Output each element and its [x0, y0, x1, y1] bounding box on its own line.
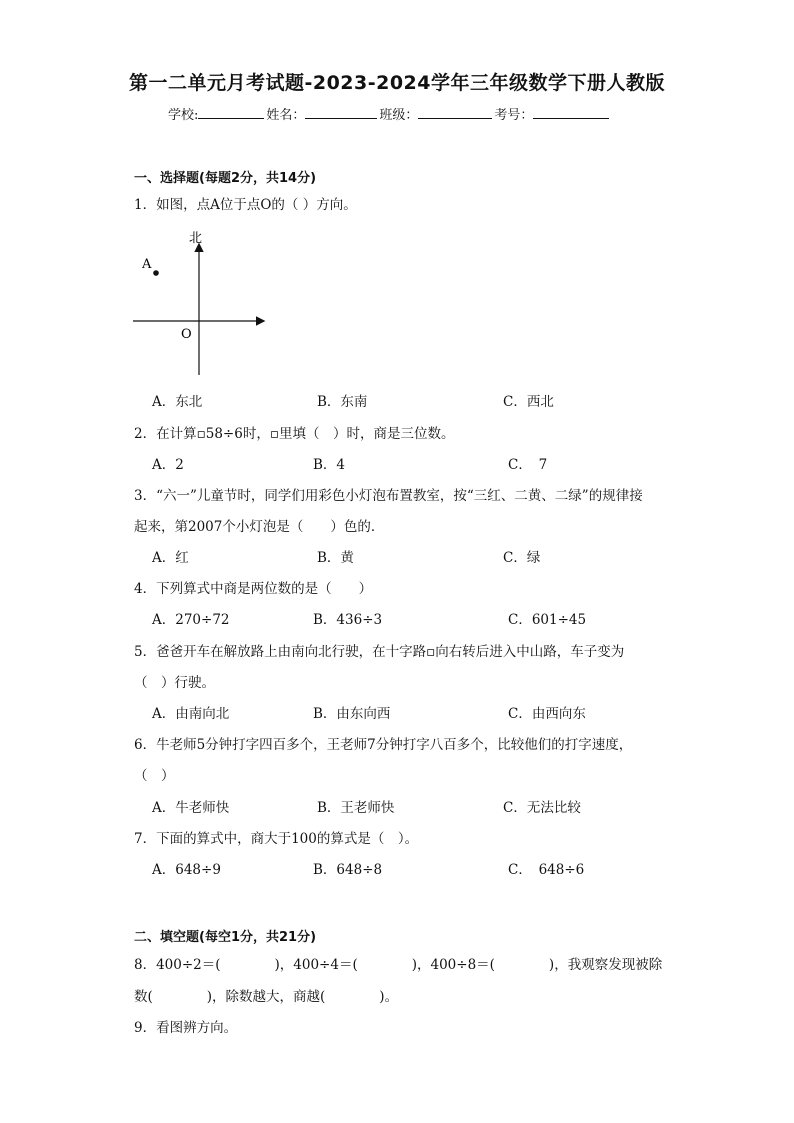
q1-option-a[interactable]: A．东北 — [152, 394, 203, 410]
q2-option-c[interactable]: C． 7 — [508, 457, 548, 473]
name-label: 姓名： — [266, 108, 306, 123]
section-heading-fill: 二、填空题(每空1分，共21分) — [134, 930, 317, 945]
q1-option-c[interactable]: C．西北 — [503, 394, 554, 410]
student-info-line — [168, 104, 611, 123]
page-title: 第一二单元月考试题-2023-2024学年三年级数学下册人教版 — [128, 72, 666, 94]
q4-option-b[interactable]: B．436÷3 — [313, 612, 383, 628]
question-9: 9．看图辨方向。 — [134, 1020, 238, 1036]
q1-option-b[interactable]: B．东南 — [317, 394, 368, 410]
q4-option-c[interactable]: C．601÷45 — [508, 612, 587, 628]
north-label: 北 — [189, 231, 203, 246]
q6-option-c[interactable]: C．无法比较 — [503, 800, 581, 816]
q4-option-a[interactable]: A．270÷72 — [152, 612, 230, 628]
q7-option-c[interactable]: C． 648÷6 — [508, 862, 585, 878]
point-a-label: A — [142, 257, 152, 272]
q5-option-c[interactable]: C．由西向东 — [508, 706, 586, 722]
question-8-line-1: 8．400÷2＝( )，400÷4＝( )，400÷8＝( )，我观察发现被除 — [134, 957, 663, 973]
direction-figure — [128, 225, 273, 380]
question-2: 2．在计算▫58÷6时，▫里填（ ）时，商是三位数。 — [134, 426, 455, 442]
class-blank[interactable] — [418, 105, 492, 119]
question-8-line-2: 数( )，除数越大，商越( )。 — [134, 989, 399, 1005]
number-blank[interactable] — [533, 105, 609, 119]
class-label: 班级： — [379, 108, 419, 123]
q7-option-a[interactable]: A．648÷9 — [152, 862, 221, 878]
name-blank[interactable] — [305, 105, 377, 119]
q5-option-a[interactable]: A．由南向北 — [152, 706, 230, 722]
q3-option-c[interactable]: C．绿 — [503, 550, 541, 566]
q6-option-b[interactable]: B．王老师快 — [317, 800, 395, 816]
number-label: 考号： — [494, 108, 534, 123]
question-6-line-2: （ ） — [134, 768, 175, 784]
q2-option-b[interactable]: B．4 — [313, 457, 346, 473]
q3-option-b[interactable]: B．黄 — [317, 550, 354, 566]
question-3-line-2: 起来，第2007个小灯泡是（ ）色的． — [134, 519, 385, 535]
section-heading-choice: 一、选择题(每题2分，共14分) — [134, 171, 317, 186]
q5-option-b[interactable]: B．由东向西 — [313, 706, 391, 722]
q2-option-a[interactable]: A．2 — [152, 457, 184, 473]
q6-option-a[interactable]: A．牛老师快 — [152, 800, 230, 816]
question-5-line-1: 5．爸爸开车在解放路上由南向北行驶，在十字路▫向右转后进入中山路，车子变为 — [134, 644, 625, 660]
question-4: 4．下列算式中商是两位数的是（ ） — [134, 581, 373, 597]
point-a — [153, 270, 159, 276]
school-blank[interactable] — [198, 105, 264, 119]
q7-option-b[interactable]: B．648÷8 — [313, 862, 383, 878]
question-7: 7．下面的算式中，商大于100的算式是（ ）。 — [134, 831, 419, 847]
question-3-line-1: 3．“六一”儿童节时，同学们用彩色小灯泡布置教室，按“三红、二黄、二绿”的规律接 — [134, 488, 643, 504]
q3-option-a[interactable]: A．红 — [152, 550, 189, 566]
origin-label: O — [181, 327, 192, 342]
school-label: 学校: — [168, 108, 199, 123]
question-5-line-2: （ ）行驶。 — [134, 675, 215, 691]
question-1: 1．如图，点A位于点O的（ ）方向。 — [134, 197, 357, 213]
question-6-line-1: 6．牛老师5分钟打字四百多个，王老师7分钟打字八百多个，比较他们的打字速度， — [134, 737, 633, 753]
